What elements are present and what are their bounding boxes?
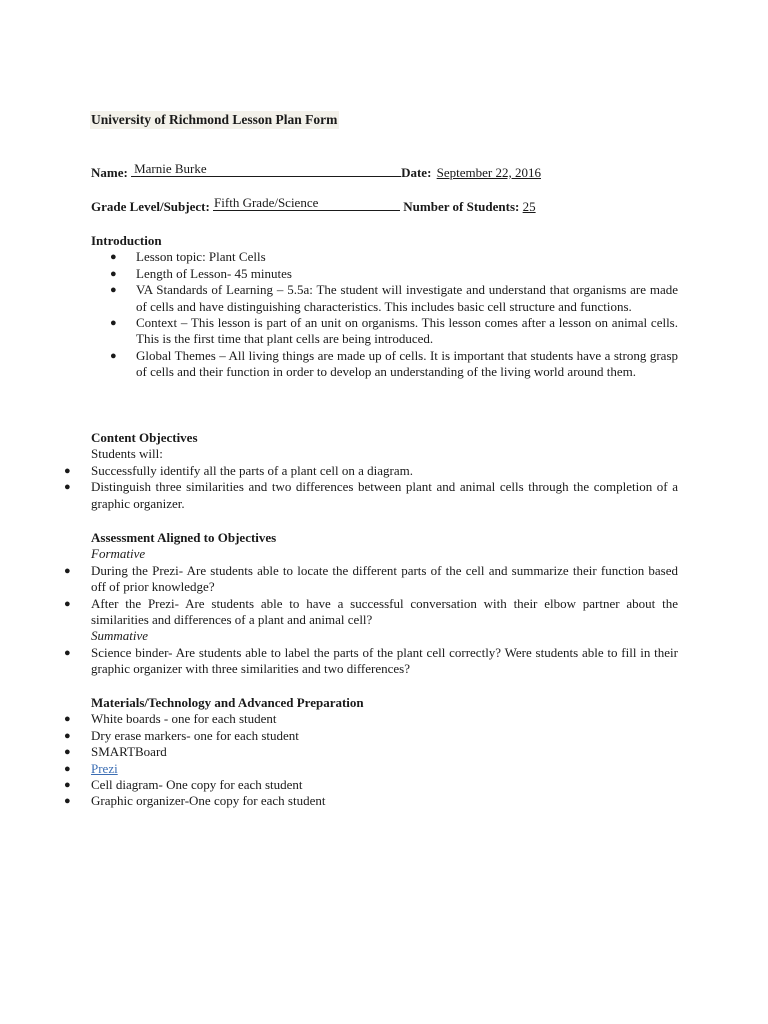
date-label: Date: [401,165,432,180]
bullet-icon: ● [64,646,71,659]
bullet-icon: ● [64,713,71,726]
content-objectives-list [64,462,678,512]
bullet-icon: ● [110,251,117,264]
formative-list [64,562,678,629]
formative-label: Formative [91,546,146,562]
bullet-icon: ● [64,795,71,808]
list-item: ● Science binder- Are students able to label the parts of the plant cell correctly? Were students able to fill in their graphic organizer with three similarities and two differences? [64,644,678,677]
students-label: Number of Students: [403,199,520,214]
bullet-icon: ● [64,464,71,477]
bullet-icon: ● [64,729,71,742]
bullet-icon: ● [64,597,71,610]
grade-label: Grade Level/Subject: [91,199,210,214]
list-item: ● Lesson topic: Plant Cells [110,249,266,265]
bullet-icon: ● [64,564,71,577]
name-value: Marnie Burke [134,160,207,176]
list-item: ● Global Themes – All living things are made up of cells. It is important that students have a strong grasp of cells and their function in order to develop an understanding of the living world around them. [110,347,678,380]
list-item: ● Graphic organizer-One copy for each student [64,793,326,809]
list-item: ● Successfully identify all the parts of a plant cell on a diagram. [64,462,414,478]
materials-list [64,711,678,809]
list-item: ● Context – This lesson is part of an unit on organisms. This lesson comes after a lesson on animal cells. This is the first time that plant cells are being introduced. [110,315,678,347]
page-title: University of Richmond Lesson Plan Form [90,111,339,129]
name-date-row [91,160,541,181]
list-item: ● Length of Lesson- 45 minutes [110,265,292,281]
name-label: Name: [91,165,128,180]
grade-field [213,194,400,211]
assessment-heading: Assessment Aligned to Objectives [91,530,277,545]
materials-section [64,695,678,810]
list-item: ● During the Prezi- Are students able to locate the different parts of the cell and summarize their function based off of prior knowledge? [64,562,678,595]
bullet-icon: ● [64,779,71,792]
content-objectives-heading: Content Objectives [91,430,198,445]
bullet-icon: ● [110,317,117,330]
content-objectives-intro: Students will: [91,446,163,462]
prezi-link[interactable]: Prezi [91,760,118,776]
bullet-icon: ● [110,267,117,280]
grade-value: Fifth Grade/Science [214,194,319,210]
list-item: ● VA Standards of Learning – 5.5a: The student will investigate and understand that organisms are made of cells and have distinguishing characteristics. This includes basic cell structure and functions. [110,282,678,314]
content-objectives-section [64,430,678,512]
materials-heading: Materials/Technology and Advanced Preparation [91,695,364,710]
assessment-section [64,530,678,678]
list-item [64,760,678,777]
list-item: ● After the Prezi- Are students able to have a successful conversation with their elbow partner about the similarities and differences of a plant and animal cell? [64,595,678,628]
list-item: ● Cell diagram- One copy for each student [64,777,303,793]
bullet-icon: ● [110,349,117,362]
introduction-list [91,249,678,380]
date-value: September 22, 2016 [436,165,541,180]
list-item: ● Distinguish three similarities and two differences between plant and animal cells through the completion of a graphic organizer. [64,479,678,511]
list-item: ● White boards - one for each student [64,711,277,727]
name-field [131,160,401,177]
introduction-heading: Introduction [91,233,162,248]
bullet-icon: ● [64,746,71,759]
list-item: ● Dry erase markers- one for each student [64,727,299,743]
summative-label: Summative [91,628,149,644]
bullet-icon: ● [64,481,71,494]
list-item: ● SMARTBoard [64,744,167,760]
students-value: 25 [522,199,536,214]
grade-students-row [91,194,536,215]
bullet-icon: ● [110,284,117,297]
summative-list [64,644,678,678]
bullet-icon: ● [64,762,71,775]
introduction-section [91,233,678,381]
